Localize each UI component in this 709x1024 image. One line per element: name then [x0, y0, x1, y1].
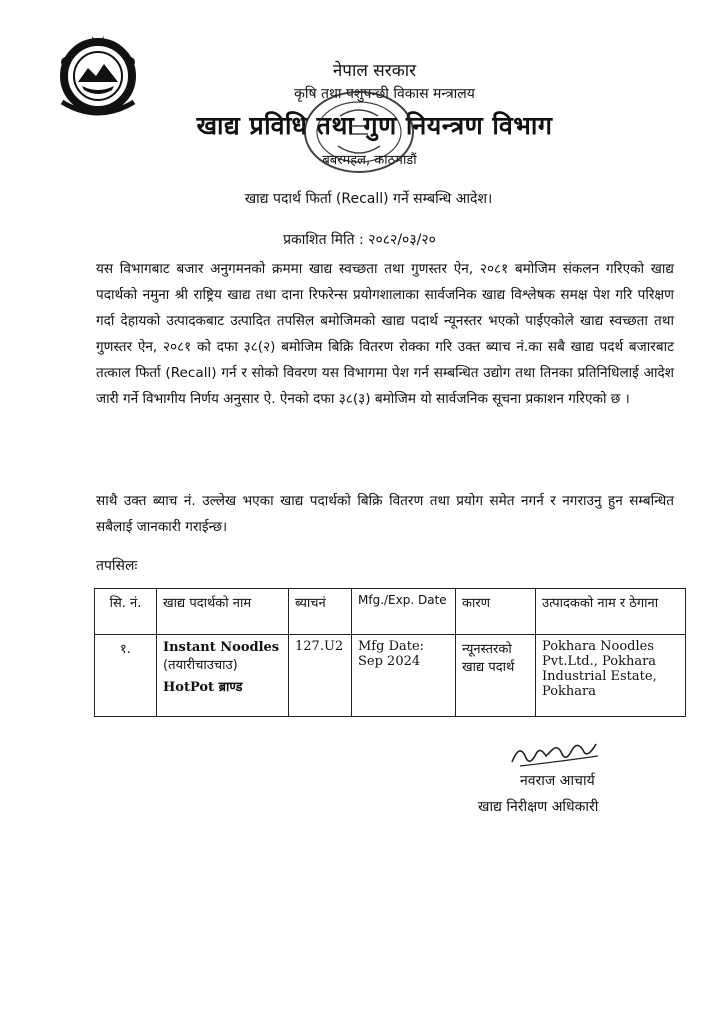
header-ministry: कृषि तथा पशुपन्छी विकास मन्त्रालय: [294, 86, 475, 102]
cell-batch-number: 127.U2: [289, 635, 352, 717]
food-name-nepali: (तयारीचाउचाउ): [163, 658, 238, 673]
cell-manufacturer: Pokhara Noodles Pvt.Ltd., Pokhara Industrial Estate, Pokhara: [536, 635, 686, 717]
header-reason: कारण: [456, 589, 536, 635]
header-manufacturer: उत्पादकको नाम र ठेगाना: [536, 589, 686, 635]
notice-paragraph-1: यस विभागबाट बजार अनुगमनको क्रममा खाद्य स्वच्छता तथा गुणस्तर ऐन, २०८१ बमोजिम संकलन गरिएको खाद्य पदार्थको नमुना श्री राष्ट्रिय खाद्य तथा दाना रिफरेन्स प्रयोगशालाका सार्वजनिक खाद्य विश्लेषक समक्ष पेश गरि परिक्षण गर्दा देहायको उत्पादकबाट उत्पादित तपसिल बमोजिमको खाद्य पदार्थ न्यूनस्तर भएको पाईएकोले खाद्य स्वच्छता तथा गुणस्तर ऐन, २०८१ को दफा ३८(२) बमोजिम बिक्रि वितरण रोक्का गरि उक्त ब्याच नं.का सबै खाद्य पदर्थ बजारबाट तत्काल फिर्ता (Recall) गर्न र सोको विवरण यस विभागमा पेश गर्न सम्बन्धित उद्योग तथा तिनका प्रतिनिधिलाई आदेश जारी गर्ने विभागीय निर्णय अनुसार ऐ. ऐनको दफा ३८(३) बमोजिम यो सार्वजनिक सूचना प्रकाशन गरिएको छ ।: [96, 261, 674, 407]
cell-serial-number: १.: [95, 635, 157, 717]
header-address: बबरमहल, काठमाडौं: [322, 153, 417, 168]
details-label: तपसिलः: [96, 558, 138, 574]
header-batch-number: ब्याचनं: [289, 589, 352, 635]
notice-subject: खाद्य पदार्थ फिर्ता (Recall) गर्ने सम्बन्धि आदेश।: [244, 191, 493, 207]
signature-icon: [506, 736, 604, 770]
header-mfg-exp-date: Mfg./Exp. Date: [352, 589, 456, 635]
table-row: [95, 635, 686, 717]
food-name-english: Instant Noodles: [163, 640, 280, 655]
header-department: खाद्य प्रविधि तथा गुण नियन्त्रण विभाग: [196, 111, 553, 140]
cell-food-name: [157, 635, 289, 717]
header-food-name: खाद्य पदार्थको नाम: [157, 589, 289, 635]
signer-title: खाद्य निरीक्षण अधिकारी: [478, 799, 599, 815]
signer-name: नवराज आचार्य: [520, 773, 595, 789]
header-serial-number: सि. नं.: [95, 589, 157, 635]
cell-mfg-date: Mfg Date: Sep 2024: [352, 635, 456, 717]
table-header-row: [95, 589, 686, 635]
food-brand: HotPot ब्राण्ड: [163, 680, 243, 695]
notice-paragraph-2: साथै उक्त ब्याच नं. उल्लेख भएका खाद्य पदार्थको बिक्रि वितरण तथा प्रयोग समेत नगर्न र नगराउनु हुन सम्बन्धित सबैलाई जानकारी गराईन्छ।: [96, 493, 674, 535]
published-date: प्रकाशित मिति : २०८२/०३/२०: [283, 232, 436, 248]
recall-details-table: [94, 588, 686, 717]
office-stamp-icon: [300, 86, 418, 178]
header-government: नेपाल सरकार: [332, 61, 417, 81]
cell-reason: न्यूनस्तरको खाद्य पदार्थ: [456, 635, 536, 717]
